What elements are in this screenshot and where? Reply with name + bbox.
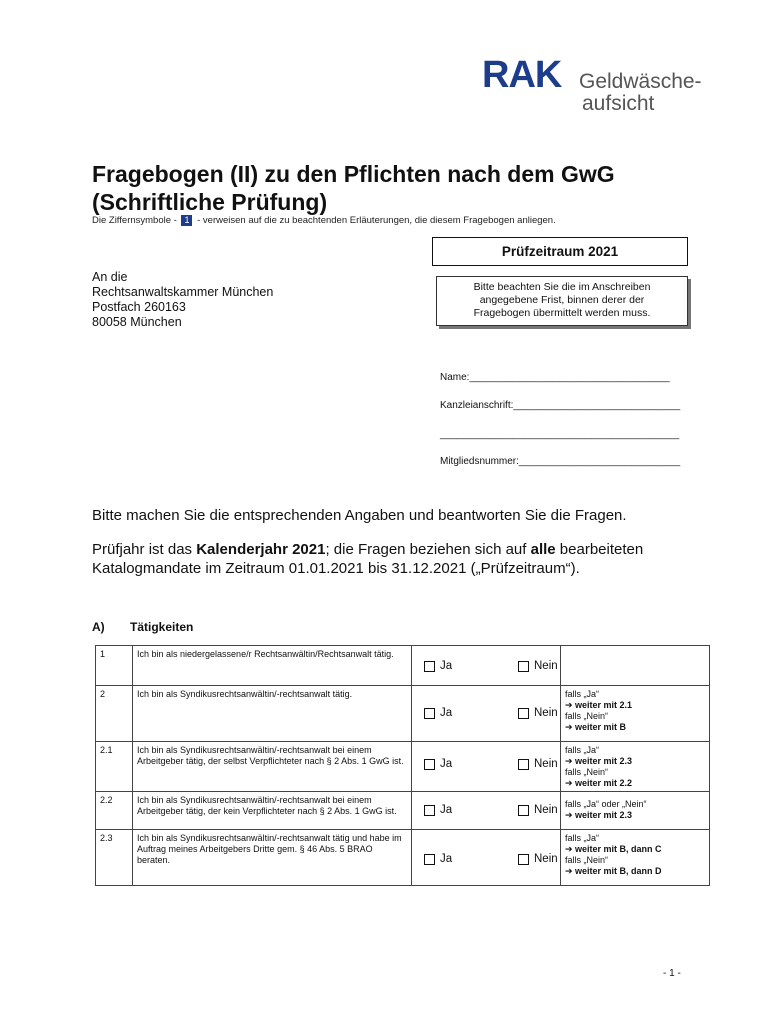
- table-row: [96, 742, 710, 792]
- audit-year-bold: Kalenderjahr 2021: [196, 541, 326, 558]
- nein-label: Nein: [534, 758, 558, 770]
- title-line2: (Schriftliche Prüfung): [92, 189, 328, 215]
- checkbox-nein[interactable]: [518, 854, 529, 865]
- name-field[interactable]: Name:____________________________________: [440, 372, 670, 383]
- section-heading: [92, 620, 194, 634]
- next-target: ➔ weiter mit 2.1: [565, 700, 633, 710]
- ja-option[interactable]: [424, 854, 452, 865]
- checkbox-ja[interactable]: [424, 854, 435, 865]
- nein-option[interactable]: [518, 805, 558, 816]
- answer-cell: [412, 792, 561, 830]
- nein-label: Nein: [534, 660, 558, 672]
- next-condition: falls „Ja“: [565, 689, 600, 699]
- nein-option[interactable]: [518, 661, 558, 672]
- question-text: Ich bin als niedergelassene/r Rechtsanwältin/Rechtsanwalt tätig.: [133, 646, 412, 686]
- next-step-cell: [561, 686, 710, 742]
- question-text: Ich bin als Syndikusrechtsanwältin/-rechtsanwalt bei einem Arbeitgeber tätig, der selbst Verpflichteter nach § 2 Abs. 1 GwG ist.: [133, 742, 412, 792]
- next-target: ➔ weiter mit 2.2: [565, 778, 633, 788]
- recipient-address: [92, 270, 273, 330]
- deadline-line: Fragebogen übermittelt werden muss.: [473, 307, 651, 319]
- table-row: [96, 830, 710, 886]
- next-target: ➔ weiter mit 2.3: [565, 810, 633, 820]
- address-line: Postfach 260163: [92, 300, 186, 314]
- checkbox-nein[interactable]: [518, 759, 529, 770]
- ja-option[interactable]: [424, 805, 452, 816]
- nein-option[interactable]: [518, 854, 558, 865]
- subnote-after: - verweisen auf die zu beachtenden Erläuterungen, die diesem Fragebogen anliegen.: [197, 215, 556, 226]
- address-continuation-field[interactable]: ___________________________________________: [440, 429, 680, 440]
- question-text: Ich bin als Syndikusrechtsanwältin/-rechtsanwalt bei einem Arbeitgeber tätig, der kein Verpflichteter nach § 2 Abs. 1 GwG ist.: [133, 792, 412, 830]
- page-title: [92, 160, 732, 216]
- ja-label: Ja: [440, 707, 453, 719]
- next-condition: falls „Ja“: [565, 833, 600, 843]
- checkbox-ja[interactable]: [424, 708, 435, 719]
- checkbox-ja[interactable]: [424, 661, 435, 672]
- question-number: 2.3: [96, 830, 133, 886]
- table-row: [96, 646, 710, 686]
- ja-label: Ja: [440, 853, 453, 865]
- next-target: ➔ weiter mit B, dann C: [565, 844, 662, 854]
- nein-option[interactable]: [518, 759, 558, 770]
- next-target: ➔ weiter mit 2.3: [565, 756, 633, 766]
- question-number: 1: [96, 646, 133, 686]
- nein-label: Nein: [534, 804, 558, 816]
- ja-label: Ja: [440, 758, 453, 770]
- question-number: 2: [96, 686, 133, 742]
- address-line: Rechtsanwaltskammer München: [92, 285, 274, 299]
- next-condition: falls „Nein“: [565, 767, 609, 777]
- answer-cell: [412, 646, 561, 686]
- checkbox-nein[interactable]: [518, 661, 529, 672]
- next-condition: falls „Ja“ oder „Nein“: [565, 799, 647, 809]
- deadline-line: angegebene Frist, binnen derer der: [479, 294, 645, 306]
- ja-option[interactable]: [424, 708, 452, 719]
- table-row: [96, 792, 710, 830]
- page-number: - 1 -: [663, 968, 681, 979]
- next-condition: falls „Nein“: [565, 711, 609, 721]
- question-number: 2.2: [96, 792, 133, 830]
- answer-cell: [412, 742, 561, 792]
- question-text: Ich bin als Syndikusrechtsanwältin/-rechtsanwalt tätig.: [133, 686, 412, 742]
- logo-line1: Geldwäsche-: [579, 70, 702, 93]
- nein-option[interactable]: [518, 708, 558, 719]
- next-step-cell: [561, 792, 710, 830]
- period-box: Prüfzeitraum 2021: [432, 237, 688, 266]
- address-line: 80058 München: [92, 315, 182, 329]
- checkbox-ja[interactable]: [424, 759, 435, 770]
- section-title: Tätigkeiten: [130, 620, 194, 634]
- address-line: An die: [92, 270, 128, 284]
- rak-logo: [482, 55, 722, 125]
- checkbox-ja[interactable]: [424, 805, 435, 816]
- next-target: ➔ weiter mit B, dann D: [565, 866, 662, 876]
- number-badge: 1: [181, 215, 192, 226]
- title-line1: Fragebogen (II) zu den Pflichten nach dem GwG: [92, 161, 615, 187]
- all-bold: alle: [530, 541, 556, 558]
- logo-line2: aufsicht: [582, 92, 655, 115]
- ja-option[interactable]: [424, 759, 452, 770]
- question-number: 2.1: [96, 742, 133, 792]
- audit-text-part: bearbeiteten Katalogmandate im Zeitraum 01.01.2021 bis 31.12.2021 („Prüfzeitraum“).: [92, 541, 644, 577]
- audit-text-part: Prüfjahr ist das: [92, 541, 197, 558]
- next-step-cell: [561, 830, 710, 886]
- answer-cell: [412, 686, 561, 742]
- question-text: Ich bin als Syndikusrechtsanwältin/-rechtsanwalt tätig und habe im Auftrag meines Arbeitgebers Dritte gem. § 46 Abs. 5 BRAO beraten.: [133, 830, 412, 886]
- table-row: [96, 686, 710, 742]
- next-condition: falls „Ja“: [565, 745, 600, 755]
- deadline-line: Bitte beachten Sie die im Anschreiben: [473, 281, 651, 293]
- deadline-notice: [436, 276, 688, 326]
- nein-label: Nein: [534, 707, 558, 719]
- kanzlei-field[interactable]: Kanzleianschrift:______________________________: [440, 400, 681, 411]
- next-condition: falls „Nein“: [565, 855, 609, 865]
- next-step-cell: [561, 742, 710, 792]
- checkbox-nein[interactable]: [518, 805, 529, 816]
- ja-option[interactable]: [424, 661, 452, 672]
- section-letter: A): [92, 620, 105, 634]
- checkbox-nein[interactable]: [518, 708, 529, 719]
- activities-table: [95, 645, 710, 886]
- audit-text-part: ; die Fragen beziehen sich auf: [325, 541, 531, 558]
- audit-period-text: [92, 540, 712, 578]
- intro-text: Bitte machen Sie die entsprechenden Angaben und beantworten Sie die Fragen.: [92, 507, 627, 524]
- logo-rak-text: RAK: [482, 54, 562, 96]
- nein-label: Nein: [534, 853, 558, 865]
- ja-label: Ja: [440, 804, 453, 816]
- ja-label: Ja: [440, 660, 453, 672]
- subnote-before: Die Ziffernsymbole -: [92, 215, 177, 226]
- answer-cell: [412, 830, 561, 886]
- subnote: [92, 215, 556, 226]
- next-step-cell: [561, 646, 710, 686]
- next-target: ➔ weiter mit B: [565, 722, 627, 732]
- member-number-field[interactable]: Mitgliedsnummer:_____________________________: [440, 456, 681, 467]
